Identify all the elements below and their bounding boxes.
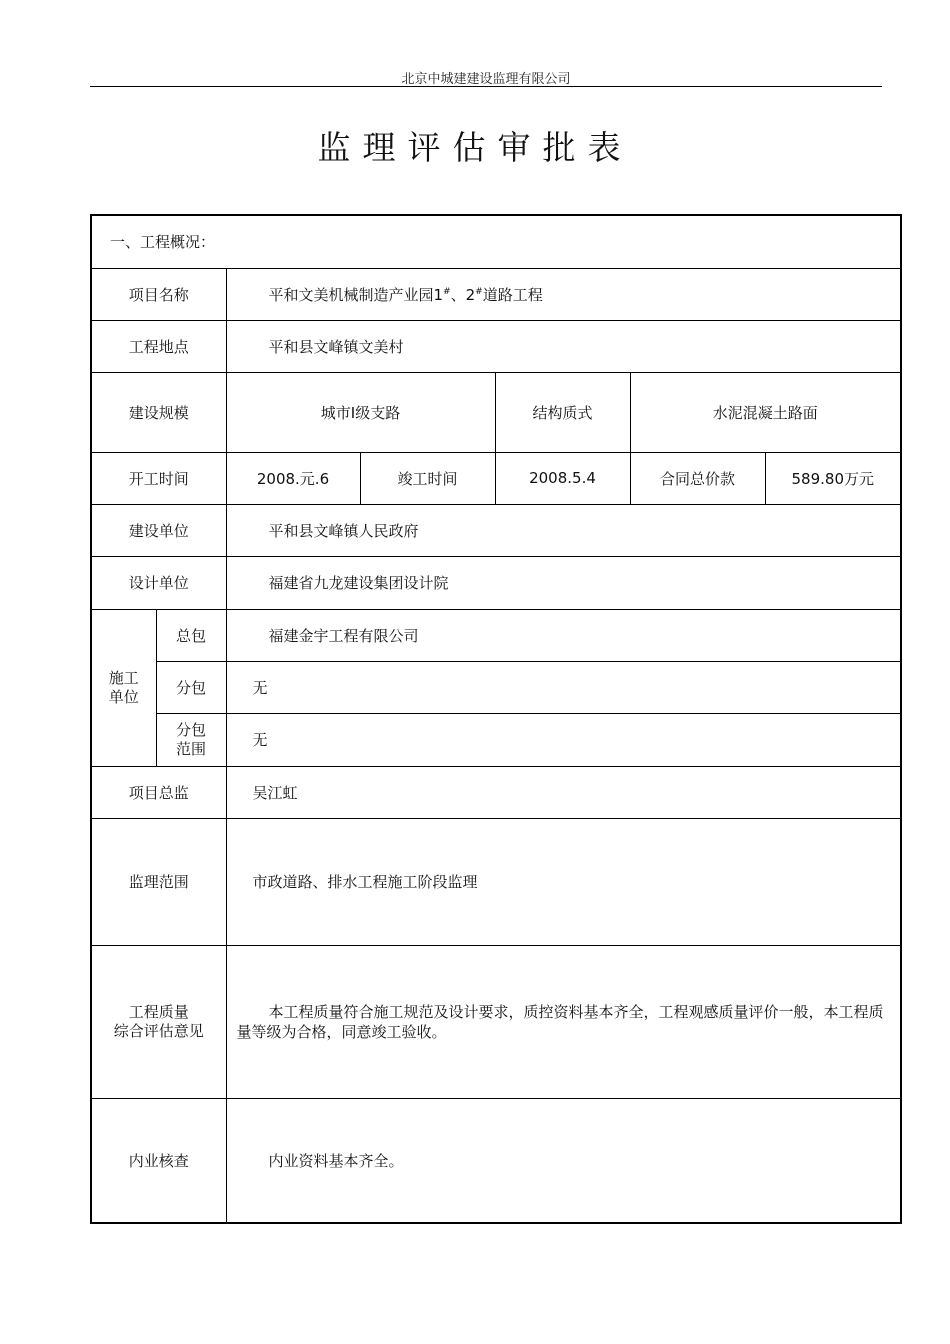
project-name-value: 平和文美机械制造产业园1#、2#道路工程 bbox=[226, 268, 901, 320]
supervision-scope-label: 监理范围 bbox=[91, 818, 226, 945]
quality-opinion-label-line2: 综合评估意见 bbox=[113, 1021, 204, 1040]
subcontractor-value: 无 bbox=[226, 661, 901, 713]
subcontractor-label: 分包 bbox=[156, 661, 226, 713]
contractor-group-label bbox=[91, 609, 156, 766]
start-date-value: 2008.元.6 bbox=[226, 452, 360, 504]
location-label: 工程地点 bbox=[91, 320, 226, 372]
structure-value: 水泥混凝土路面 bbox=[630, 372, 901, 452]
location-value: 平和县文峰镇文美村 bbox=[226, 320, 901, 372]
designer-value: 福建省九龙建设集团设计院 bbox=[226, 556, 901, 609]
contractor-group-label-line2: 单位 bbox=[108, 687, 139, 706]
page-title: 监理评估审批表 bbox=[317, 128, 633, 167]
designer-label: 设计单位 bbox=[91, 556, 226, 609]
scale-label: 建设规模 bbox=[91, 372, 226, 452]
internal-check-value: 内业资料基本齐全。 bbox=[226, 1098, 901, 1223]
general-contractor-value: 福建金宇工程有限公司 bbox=[226, 609, 901, 661]
chief-supervisor-value: 吴江虹 bbox=[226, 766, 901, 818]
contract-price-label: 合同总价款 bbox=[630, 452, 765, 504]
structure-label: 结构质式 bbox=[495, 372, 630, 452]
scale-value: 城市Ⅰ级支路 bbox=[226, 372, 495, 452]
owner-value: 平和县文峰镇人民政府 bbox=[226, 504, 901, 556]
subcontract-scope-value: 无 bbox=[226, 713, 901, 766]
evaluation-form-table bbox=[90, 214, 902, 1224]
start-date-label: 开工时间 bbox=[91, 452, 226, 504]
subcontract-scope-label bbox=[156, 713, 226, 766]
contractor-group-label-line1: 施工 bbox=[108, 668, 139, 687]
subcontract-scope-label-line1: 分包 bbox=[175, 720, 206, 739]
subcontract-scope-label-line2: 范围 bbox=[175, 739, 206, 758]
company-header: 北京中城建建设监理有限公司 bbox=[401, 72, 571, 87]
chief-supervisor-label: 项目总监 bbox=[91, 766, 226, 818]
general-contractor-label: 总包 bbox=[156, 609, 226, 661]
owner-label: 建设单位 bbox=[91, 504, 226, 556]
quality-opinion-label bbox=[91, 945, 226, 1098]
quality-opinion-value: 本工程质量符合施工规范及设计要求，质控资料基本齐全，工程观感质量评价一般，本工程质量等级为合格，同意竣工验收。 bbox=[226, 945, 901, 1098]
section-overview-label: 一、工程概况： bbox=[91, 215, 901, 268]
quality-opinion-label-line1: 工程质量 bbox=[128, 1002, 189, 1021]
project-name-label: 项目名称 bbox=[91, 268, 226, 320]
end-date-label: 竣工时间 bbox=[360, 452, 495, 504]
contract-price-value: 589.80万元 bbox=[765, 452, 901, 504]
header-divider bbox=[90, 86, 882, 87]
supervision-scope-value: 市政道路、排水工程施工阶段监理 bbox=[226, 818, 901, 945]
internal-check-label: 内业核查 bbox=[91, 1098, 226, 1223]
end-date-value: 2008.5.4 bbox=[495, 452, 630, 504]
